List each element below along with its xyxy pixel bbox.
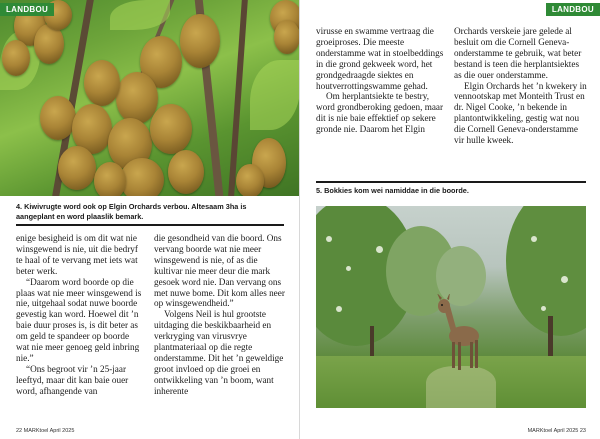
paragraph: enige besigheid is om dit wat nie winsgewend is nie, uit die bedryf te haal of te vervang met iets wat beter werk. <box>16 233 138 276</box>
text-column-1 <box>16 233 144 397</box>
section-label: LANDBOU <box>546 3 600 16</box>
kiwi-photo <box>0 0 300 196</box>
page-footer: 22 MARKtoel April 2025 <box>16 428 75 434</box>
paragraph: Orchards verskeie jare gelede al besluit om die Cornell Geneva-onderstamme te gebruik, wat beter bestand is teen die herplantsiektes as die ouer onderstamme. <box>454 26 582 80</box>
paragraph: die gesondheid van die boord. Ons vervang boorde wat nie meer winsgewend is nie, of as die kultivar nie meer deur die mark gesoek word nie. Dan vervang ons met nuwe bome. Dit kom alles neer op winsgewendheid.” <box>154 233 285 309</box>
text-column-2 <box>454 26 588 146</box>
text-column-1 <box>316 26 446 135</box>
paragraph: “Daarom word boorde op die plaas wat nie meer winsgewend is nie, uitgehaal sodat nuwe boorde gevestig kan word. Hoewel dit ’n baie duur proses is, is dit beter as om geld te spandeer op boorde wat nie meer genoeg geld inbring nie.” <box>16 276 142 363</box>
right-page <box>300 0 600 439</box>
photo-caption: 4. Kiwivrugte word ook op Elgin Orchards verbou. Altesaam 3ha is aangeplant en word plaaslik bemark. <box>16 202 247 221</box>
caption-divider <box>16 224 284 226</box>
photo-caption: 5. Bokkies kom wei namiddae in die boorde. <box>316 186 469 195</box>
deer-figure <box>434 294 488 374</box>
deer-photo <box>316 206 586 408</box>
paragraph: Om herplantsiekte te bestry, word grondberoking gedoen, maar dit is nie baie effektief op sekere gronde nie. Daarom het Elgin <box>316 91 444 135</box>
page-footer: MARKtoel April 2025 23 <box>527 428 586 434</box>
paragraph: “Ons begroot vir ’n 25-jaar leeftyd, maar dit kan baie ouer word, afhangende van <box>16 363 129 396</box>
paragraph: Volgens Neil is hul grootste uitdaging die beskikbaarheid en verkryging van virusvrye plantmateriaal op die regte onderstamme. Dit het ’n geweldige groot invloed op die groei en ontwikkeling van ’n boom, want inherente <box>154 309 284 396</box>
section-label: LANDBOU <box>0 3 54 16</box>
caption-divider <box>316 181 586 183</box>
text-column-2 <box>154 233 286 397</box>
paragraph: virusse en swamme vertraag die groeiproses. Die meeste onderstamme wat in stoelbeddings in die grond gekweek word, het grondgedraagde siektes en houtverrottingswamme gehad. <box>316 26 444 91</box>
paragraph: Elgin Orchards het ’n kwekery in vennootskap met Monteith Trust en dr. Nigel Cooke, ’n bekende in plantontwikkeling, gestig wat nou die Cornell Geneva-onderstamme vir hulle kweek. <box>454 80 587 146</box>
